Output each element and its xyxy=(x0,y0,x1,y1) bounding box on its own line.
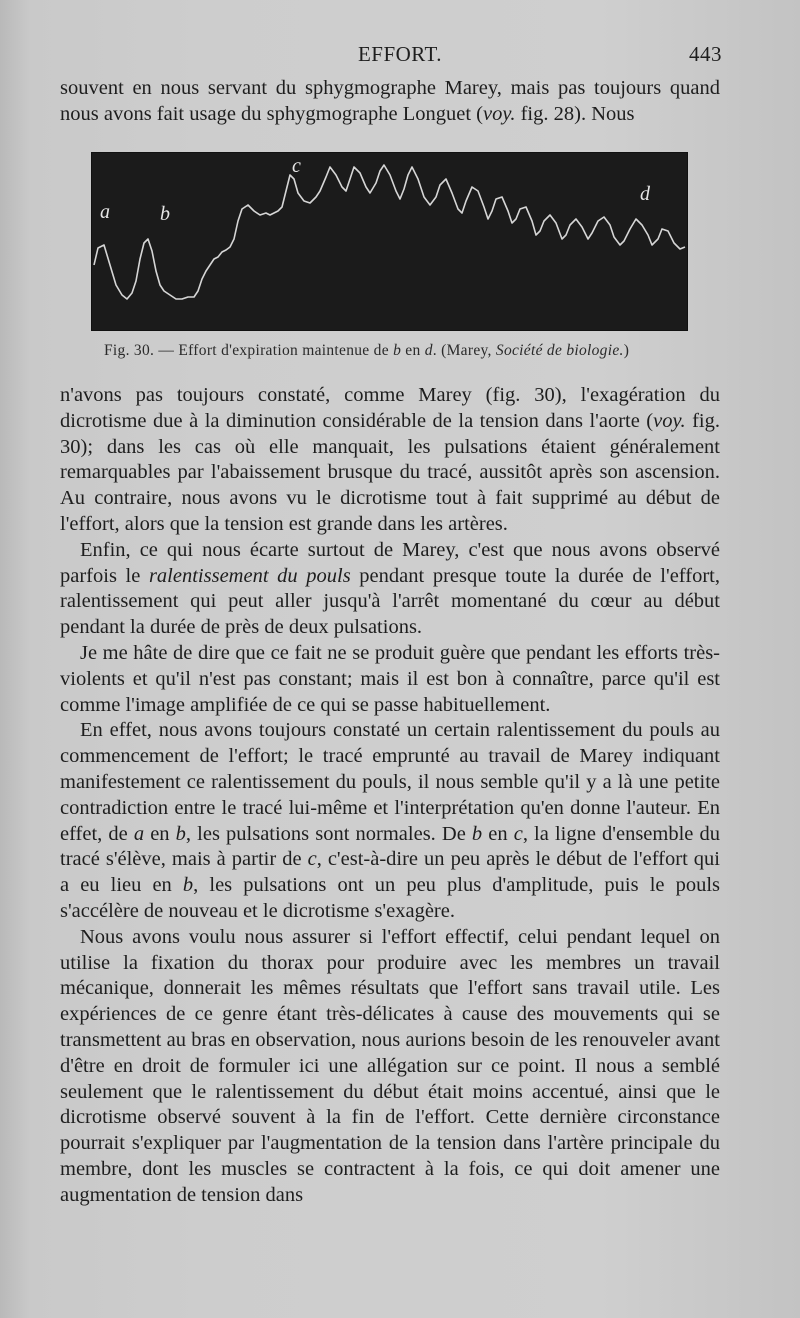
paragraph-4-part-5: , la ligne d'ensemble du tracé s'élève, mais à partir de xyxy=(60,822,720,871)
paragraph-4-part-7: , les pulsations ont un peu plus d'amplitude, puis le pouls s'accélère de nouveau et le dicrotisme s'exagère. xyxy=(60,874,720,922)
figure-label-c: c xyxy=(292,155,301,177)
caption-text-4: ) xyxy=(623,342,630,359)
paragraph-2 xyxy=(60,538,720,641)
paragraph-4-letter-c: c xyxy=(513,822,523,845)
intro-text xyxy=(60,76,720,128)
intro-voy: voy. xyxy=(483,102,516,125)
figure-caption xyxy=(104,342,744,360)
caption-fig-number: Fig. 30. — xyxy=(104,342,179,359)
paragraph-1-start: n'avons pas toujours constaté, comme Marey (fig. 30), l'exagération du dicrotisme due à la diminution considérable de la tension dans l'aorte ( xyxy=(60,384,720,432)
paragraph-4-letter-b2: b xyxy=(471,822,483,845)
paragraph-2-end: pendant presque toute la durée de l'effort, ralentissement qui peut aller jusqu'à l'arrêt momentané du cœur au début pendant la durée de près de deux pulsations. xyxy=(60,564,720,639)
figure-label-d: d xyxy=(640,183,650,205)
intro-line-2-end: fig. 28). Nous xyxy=(515,102,635,125)
pulse-tracing-figure xyxy=(91,152,688,331)
running-title: EFFORT. xyxy=(357,42,443,66)
page-header xyxy=(0,38,800,68)
caption-text-2: en xyxy=(401,342,425,359)
paragraph-1-voy: voy. xyxy=(653,409,686,432)
intro-line-1: souvent en nous servant du sphygmographe Marey, mais pas toujours quand xyxy=(60,77,720,99)
intro-line-2-start: nous avons fait usage du sphygmographe Longuet ( xyxy=(60,102,484,125)
caption-source: Société de biologie. xyxy=(495,342,624,359)
paragraph-3: Je me hâte de dire que ce fait ne se produit guère que pendant les efforts très-violents et qu'il n'est pas constant; mais il est bon à connaître, parce qu'il est comme l'image amplifiée de ce qui se passe habituellement. xyxy=(60,641,720,716)
paragraph-4-letter-b: b xyxy=(175,822,186,845)
paragraph-4-part-4: en xyxy=(482,822,514,845)
paragraph-2-start: Enfin, ce qui nous écarte surtout de Marey, c'est que nous avons observé parfois le xyxy=(60,538,720,587)
page-number: 443 xyxy=(689,42,722,66)
paragraph-2-emphasis: ralentissement du pouls xyxy=(148,564,351,587)
pulse-tracing xyxy=(92,153,687,330)
paragraph-4-letter-a: a xyxy=(133,822,145,845)
paragraph-5: Nous avons voulu nous assurer si l'effort effectif, celui pendant lequel on utilise la fixation du thorax pour produire avec les membres un travail mécanique, donnerait les mêmes résultats que l'effort sans travail utile. Les expériences de ce genre étant très-délicates à cause des mouvements qui se transmettent au bras en observation, nous aurions besoin de les renouveler avant d'être en droit de formuler ici une allégation sur ce point. Il nous a semblé seulement que le ralentissement du début était moins accentué, ainsi que le dicrotisme observé souvent à la fin de l'effort. Cette dernière circonstance pourrait s'expliquer par l'augmentation de la tension dans l'artère principale du membre, dont les muscles se contractent à la fois, ce qui doit amener une augmentation de tension dans xyxy=(60,925,720,1206)
figure-label-b: b xyxy=(160,203,170,225)
paragraph-4-part-6: , c'est-à-dire un peu après le début de l'effort qui a eu lieu en xyxy=(60,848,721,897)
paragraph-4-part-2: en xyxy=(144,822,176,845)
paragraph-4-letter-b3: b xyxy=(182,874,194,897)
paragraph-1-end: fig. 30); dans les cas où elle manquait, les pulsations étaient généralement remarquables par l'abaissement brusque du tracé, aussitôt après son ascension. Au contraire, nous avons vu le dicrotisme tout à fait supprimé au début de l'effort, alors que la tension est grande dans les artères. xyxy=(60,409,720,535)
paragraph-4-part-3: , les pulsations sont normales. De xyxy=(185,822,472,845)
paragraph-4-part-1: En effet, nous avons toujours constaté un certain ralentissement du pouls au commencement de l'effort; le tracé emprunté au travail de Marey indiquant manifestement ce ralentissement du pouls, il nous semble qu'il y a là une petite contradiction entre le tracé lui-même et l'interprétation qu'en donne l'auteur. En effet, de xyxy=(60,719,720,845)
caption-text-3: . (Marey, xyxy=(432,342,496,359)
caption-d: d xyxy=(424,342,433,359)
intro-paragraph xyxy=(60,76,720,128)
caption-text-1: Effort d'expiration maintenue de xyxy=(178,342,394,359)
paragraph-4 xyxy=(60,718,720,924)
figure-label-a: a xyxy=(100,201,110,223)
caption-b: b xyxy=(393,342,402,359)
paragraph-4-letter-c2: c xyxy=(307,848,317,871)
body-text xyxy=(60,383,720,1209)
paragraph-1 xyxy=(60,383,720,538)
